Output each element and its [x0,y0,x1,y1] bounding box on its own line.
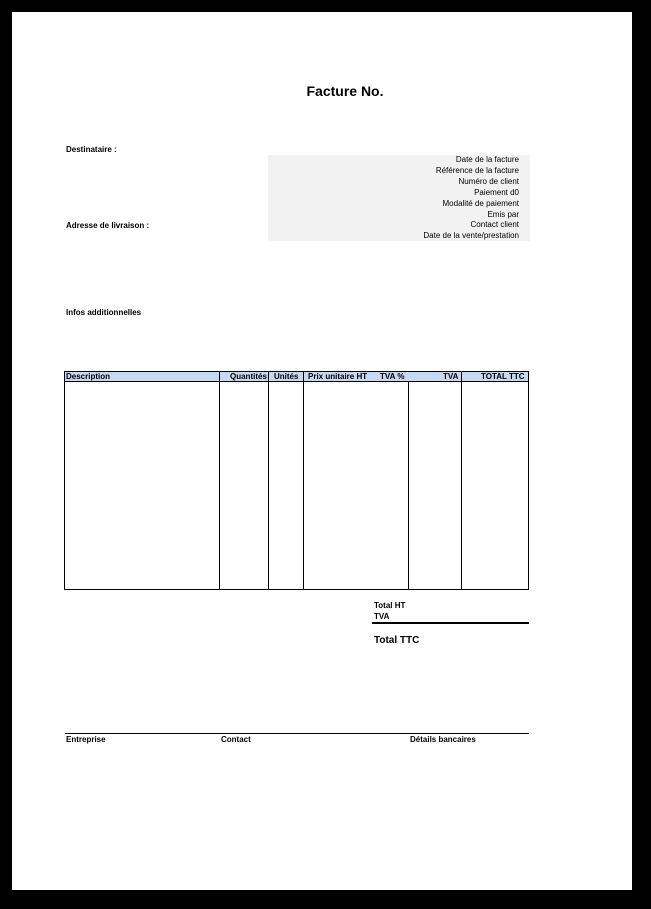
meta-invoice-date: Date de la facture [455,155,519,164]
header-vat: TVA [443,372,459,381]
meta-invoice-reference: Référence de la facture [435,166,519,175]
footer-contact: Contact [221,735,251,744]
meta-client-number: Numéro de client [458,177,519,186]
meta-client-contact: Contact client [470,220,519,229]
column-divider [408,382,409,589]
recipient-label: Destinataire : [66,145,117,154]
vat-total-label: TVA [374,612,390,621]
footer-divider [65,733,529,734]
column-divider [303,372,304,589]
additional-info-label: Infos additionnelles [66,308,142,317]
footer-bank-details: Détails bancaires [410,735,476,744]
invoice-title: Facture No. [306,83,384,99]
header-vat-rate: TVA % [380,372,405,381]
items-table [64,371,529,590]
invoice-page [12,12,632,890]
header-total-ttc: TOTAL TTC [481,372,525,381]
total-ht-label: Total HT [374,601,406,610]
column-divider [219,372,220,589]
header-units: Unités [274,372,299,381]
footer-company: Entreprise [66,735,106,744]
meta-payment: Paiement d0 [474,188,519,197]
header-description: Description [66,372,111,381]
totals-divider [372,622,529,624]
header-unit-price: Prix unitaire HT [308,372,368,381]
column-divider [461,372,462,589]
meta-payment-method: Modalité de paiement [442,199,519,208]
meta-issued-by: Emis par [487,210,519,219]
total-ttc-label: Total TTC [374,635,420,646]
meta-sale-date: Date de la vente/prestation [423,231,519,240]
column-divider [268,372,269,589]
delivery-address-label: Adresse de livraison : [66,221,150,230]
header-quantities: Quantités [230,372,267,381]
